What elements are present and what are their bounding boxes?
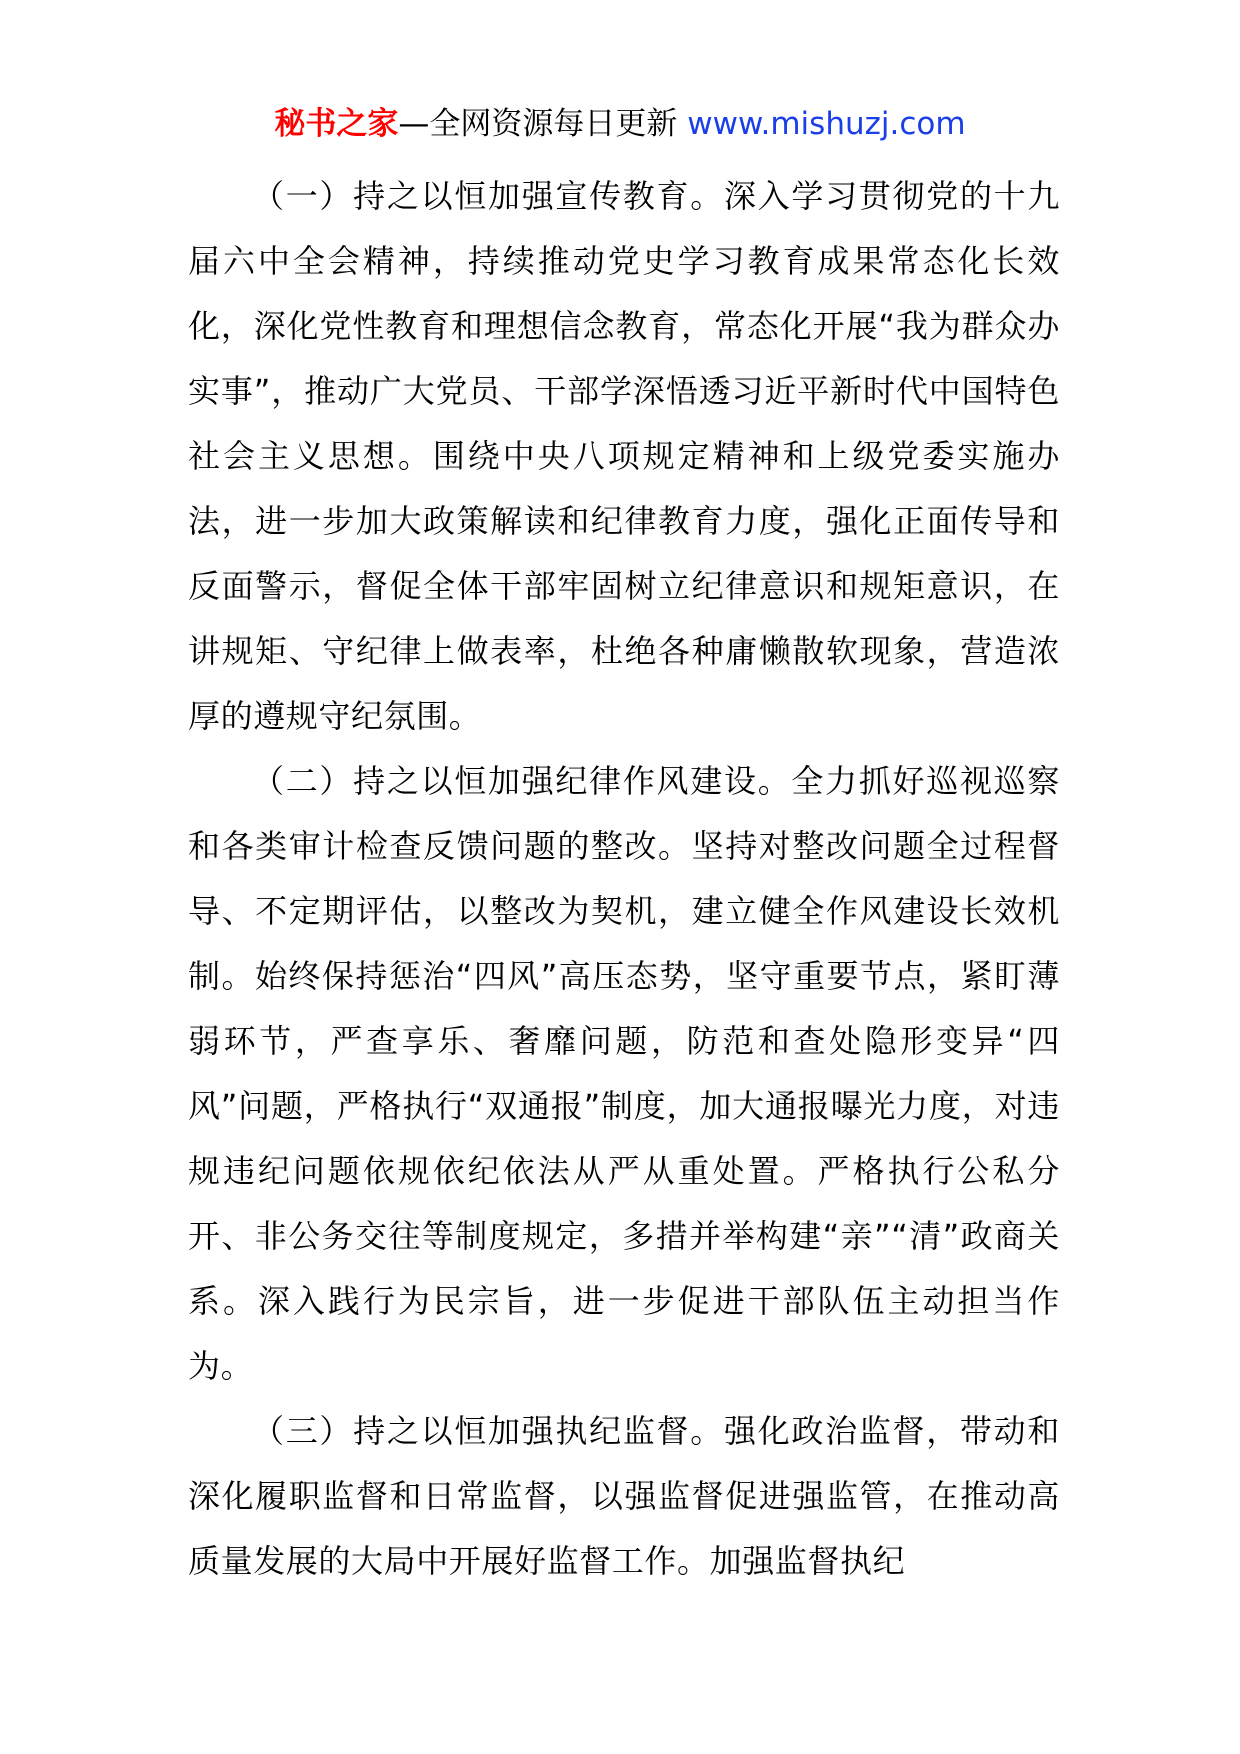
paragraph-3: （三）持之以恒加强执纪监督。强化政治监督，带动和深化履职监督和日常监督，以强监督促进强监管，在推动高质量发展的大局中开展好监督工作。加强监督执纪 — [188, 1412, 1060, 1580]
header-url-link[interactable]: www.mishuzj.com — [687, 106, 966, 142]
document-body — [188, 164, 1060, 1594]
paragraph-2: （二）持之以恒加强纪律作风建设。全力抓好巡视巡察和各类审计检查反馈问题的整改。坚持对整改问题全过程督导、不定期评估，以整改为契机，建立健全作风建设长效机制。始终保持惩治“四风”高压态势，坚守重要节点，紧盯薄弱环节，严查享乐、奢靡问题，防范和查处隐形变异“四风”问题，严格执行“双通报”制度，加大通报曝光力度，对违规违纪问题依规依纪依法从严从重处置。严格执行公私分开、非公务交往等制度规定，多措并举构建“亲”“清”政商关系。深入践行为民宗旨，进一步促进干部队伍主动担当作为。 — [188, 762, 1060, 1385]
paragraph-1: （一）持之以恒加强宣传教育。深入学习贯彻党的十九届六中全会精神，持续推动党史学习教育成果常态化长效化，深化党性教育和理想信念教育，常态化开展“我为群众办实事”，推动广大党员、干部学深悟透习近平新时代中国特色社会主义思想。围绕中央八项规定精神和上级党委实施办法，进一步加大政策解读和纪律教育力度，强化正面传导和反面警示，督促全体干部牢固树立纪律意识和规矩意识，在讲规矩、守纪律上做表率，杜绝各种庸懒散软现象，营造浓厚的遵规守纪氛围。 — [188, 177, 1060, 735]
header-tagline: —全网资源每日更新 — [398, 106, 688, 142]
header-brand: 秘书之家 — [274, 106, 399, 142]
page-header — [0, 102, 1240, 146]
